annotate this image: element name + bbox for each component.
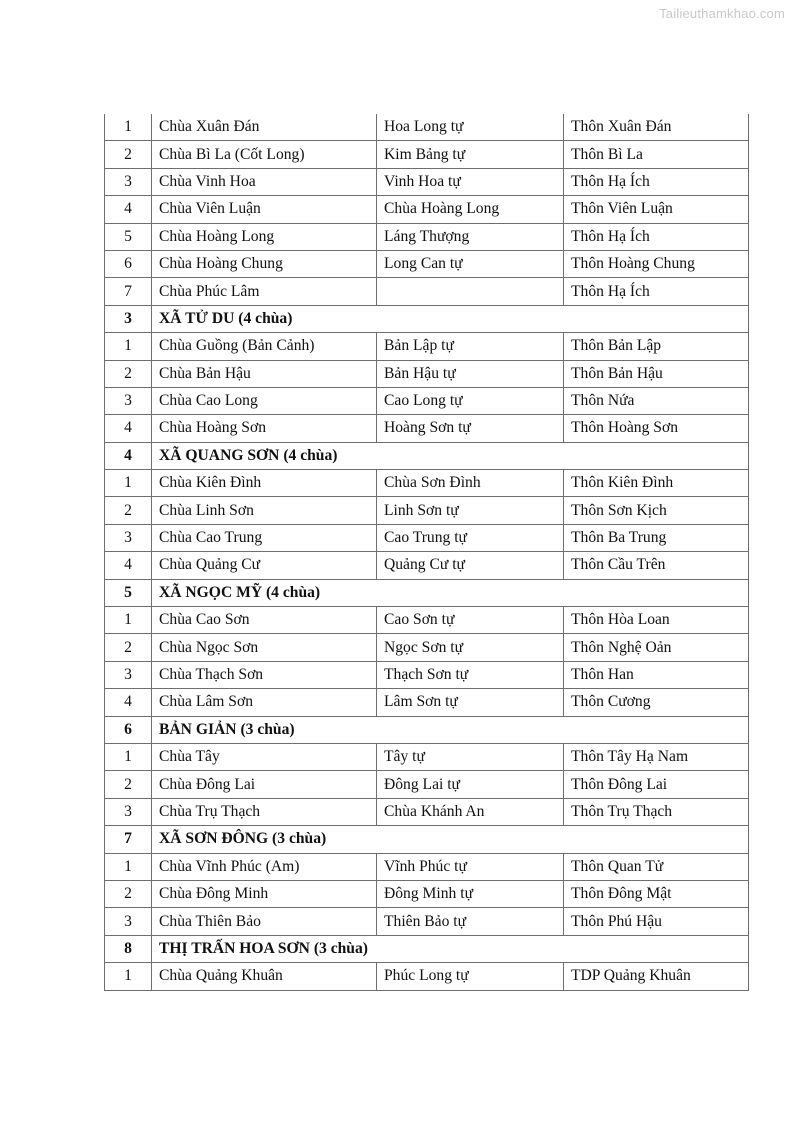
cell-location: Thôn Kiên Đình (564, 470, 749, 497)
table-row (105, 497, 749, 524)
cell-stt: 3 (105, 661, 152, 688)
section-number: 7 (105, 826, 152, 853)
cell-temple-name: Chùa Ngọc Sơn (152, 634, 377, 661)
cell-temple-name: Chùa Quảng Khuân (152, 963, 377, 990)
cell-sino-name: Cao Long tự (377, 387, 564, 414)
cell-location: Thôn Bản Lập (564, 333, 749, 360)
cell-location: Thôn Đông Mật (564, 880, 749, 907)
cell-stt: 3 (105, 524, 152, 551)
cell-sino-name: Chùa Sơn Đình (377, 470, 564, 497)
cell-stt: 1 (105, 470, 152, 497)
section-title: THỊ TRẤN HOA SƠN (3 chùa) (152, 935, 749, 962)
cell-stt: 2 (105, 497, 152, 524)
cell-temple-name: Chùa Quảng Cư (152, 552, 377, 579)
cell-temple-name: Chùa Đông Lai (152, 771, 377, 798)
table-row (105, 853, 749, 880)
table-row (105, 880, 749, 907)
cell-location: TDP Quảng Khuân (564, 963, 749, 990)
cell-stt: 6 (105, 250, 152, 277)
cell-sino-name: Vĩnh Phúc tự (377, 853, 564, 880)
section-title: XÃ SƠN ĐÔNG (3 chùa) (152, 826, 749, 853)
table-row (105, 250, 749, 277)
table-row (105, 963, 749, 990)
cell-location: Thôn Hòa Loan (564, 607, 749, 634)
temple-list-table-container (104, 114, 748, 991)
section-number: 6 (105, 716, 152, 743)
cell-sino-name: Cao Trung tự (377, 524, 564, 551)
cell-temple-name: Chùa Hoàng Chung (152, 250, 377, 277)
cell-temple-name: Chùa Phúc Lâm (152, 278, 377, 305)
table-row (105, 908, 749, 935)
table-row (105, 689, 749, 716)
cell-stt: 4 (105, 552, 152, 579)
section-number: 5 (105, 579, 152, 606)
table-row (105, 634, 749, 661)
section-number: 3 (105, 305, 152, 332)
cell-temple-name: Chùa Bì La (Cốt Long) (152, 141, 377, 168)
cell-temple-name: Chùa Cao Sơn (152, 607, 377, 634)
section-header-row (105, 579, 749, 606)
cell-stt: 3 (105, 798, 152, 825)
cell-stt: 2 (105, 360, 152, 387)
cell-location: Thôn Nứa (564, 387, 749, 414)
cell-sino-name: Tây tự (377, 743, 564, 770)
cell-temple-name: Chùa Vinh Hoa (152, 168, 377, 195)
section-number: 4 (105, 442, 152, 469)
cell-stt: 2 (105, 880, 152, 907)
table-row (105, 141, 749, 168)
table-row (105, 114, 749, 141)
cell-temple-name: Chùa Tây (152, 743, 377, 770)
cell-location: Thôn Phú Hậu (564, 908, 749, 935)
cell-location: Thôn Cầu Trên (564, 552, 749, 579)
cell-location: Thôn Tây Hạ Nam (564, 743, 749, 770)
cell-location: Thôn Bản Hậu (564, 360, 749, 387)
cell-temple-name: Chùa Cao Trung (152, 524, 377, 551)
cell-sino-name (377, 278, 564, 305)
cell-sino-name: Ngọc Sơn tự (377, 634, 564, 661)
cell-sino-name: Đông Minh tự (377, 880, 564, 907)
cell-temple-name: Chùa Cao Long (152, 387, 377, 414)
cell-stt: 1 (105, 963, 152, 990)
cell-sino-name: Cao Sơn tự (377, 607, 564, 634)
cell-stt: 1 (105, 743, 152, 770)
cell-location: Thôn Hạ Ích (564, 278, 749, 305)
section-header-row (105, 442, 749, 469)
cell-sino-name: Phúc Long tự (377, 963, 564, 990)
table-row (105, 552, 749, 579)
table-row (105, 223, 749, 250)
cell-temple-name: Chùa Hoàng Sơn (152, 415, 377, 442)
table-row (105, 333, 749, 360)
table-row (105, 196, 749, 223)
cell-sino-name: Láng Thượng (377, 223, 564, 250)
cell-sino-name: Vinh Hoa tự (377, 168, 564, 195)
table-body (105, 114, 749, 990)
table-row (105, 278, 749, 305)
cell-location: Thôn Hạ Ích (564, 223, 749, 250)
cell-sino-name: Lâm Sơn tự (377, 689, 564, 716)
cell-stt: 1 (105, 333, 152, 360)
cell-temple-name: Chùa Xuân Đán (152, 114, 377, 141)
cell-sino-name: Long Can tự (377, 250, 564, 277)
cell-temple-name: Chùa Đông Minh (152, 880, 377, 907)
cell-sino-name: Bản Lập tự (377, 333, 564, 360)
cell-stt: 1 (105, 607, 152, 634)
cell-sino-name: Linh Sơn tự (377, 497, 564, 524)
table-row (105, 743, 749, 770)
table-row (105, 470, 749, 497)
section-header-row (105, 826, 749, 853)
cell-sino-name: Chùa Khánh An (377, 798, 564, 825)
cell-location: Thôn Quan Tử (564, 853, 749, 880)
cell-stt: 4 (105, 689, 152, 716)
table-row (105, 607, 749, 634)
cell-stt: 7 (105, 278, 152, 305)
cell-stt: 2 (105, 771, 152, 798)
table-row (105, 771, 749, 798)
cell-location: Thôn Viên Luận (564, 196, 749, 223)
cell-location: Thôn Xuân Đán (564, 114, 749, 141)
section-title: BẢN GIẢN (3 chùa) (152, 716, 749, 743)
cell-temple-name: Chùa Viên Luận (152, 196, 377, 223)
cell-stt: 3 (105, 168, 152, 195)
cell-temple-name: Chùa Kiên Đình (152, 470, 377, 497)
cell-temple-name: Chùa Guồng (Bản Cảnh) (152, 333, 377, 360)
cell-stt: 3 (105, 387, 152, 414)
cell-sino-name: Thạch Sơn tự (377, 661, 564, 688)
cell-sino-name: Đông Lai tự (377, 771, 564, 798)
cell-stt: 2 (105, 141, 152, 168)
cell-location: Thôn Cương (564, 689, 749, 716)
section-title: XÃ QUANG SƠN (4 chùa) (152, 442, 749, 469)
cell-stt: 4 (105, 415, 152, 442)
table-row (105, 360, 749, 387)
table-row (105, 661, 749, 688)
section-header-row (105, 935, 749, 962)
cell-temple-name: Chùa Linh Sơn (152, 497, 377, 524)
cell-sino-name: Hoàng Sơn tự (377, 415, 564, 442)
cell-sino-name: Chùa Hoàng Long (377, 196, 564, 223)
cell-temple-name: Chùa Hoàng Long (152, 223, 377, 250)
cell-location: Thôn Sơn Kịch (564, 497, 749, 524)
cell-temple-name: Chùa Lâm Sơn (152, 689, 377, 716)
table-row (105, 524, 749, 551)
table-row (105, 798, 749, 825)
cell-sino-name: Thiên Bảo tự (377, 908, 564, 935)
cell-stt: 1 (105, 853, 152, 880)
cell-location: Thôn Nghệ Oản (564, 634, 749, 661)
table-row (105, 415, 749, 442)
temple-list-table (104, 114, 749, 991)
table-row (105, 387, 749, 414)
cell-sino-name: Quảng Cư tự (377, 552, 564, 579)
section-title: XÃ TỬ DU (4 chùa) (152, 305, 749, 332)
cell-stt: 4 (105, 196, 152, 223)
cell-location: Thôn Ba Trung (564, 524, 749, 551)
cell-temple-name: Chùa Vĩnh Phúc (Am) (152, 853, 377, 880)
section-title: XÃ NGỌC MỸ (4 chùa) (152, 579, 749, 606)
cell-stt: 1 (105, 114, 152, 141)
cell-location: Thôn Hoàng Sơn (564, 415, 749, 442)
table-row (105, 168, 749, 195)
cell-location: Thôn Hoàng Chung (564, 250, 749, 277)
cell-sino-name: Kim Bảng tự (377, 141, 564, 168)
cell-temple-name: Chùa Bản Hậu (152, 360, 377, 387)
section-header-row (105, 716, 749, 743)
cell-temple-name: Chùa Trụ Thạch (152, 798, 377, 825)
cell-location: Thôn Hạ Ích (564, 168, 749, 195)
cell-location: Thôn Han (564, 661, 749, 688)
cell-sino-name: Hoa Long tự (377, 114, 564, 141)
cell-sino-name: Bản Hậu tự (377, 360, 564, 387)
watermark: Tailieuthamkhao.com (659, 6, 785, 21)
cell-temple-name: Chùa Thạch Sơn (152, 661, 377, 688)
cell-location: Thôn Đông Lai (564, 771, 749, 798)
section-header-row (105, 305, 749, 332)
cell-stt: 2 (105, 634, 152, 661)
cell-temple-name: Chùa Thiên Bảo (152, 908, 377, 935)
cell-location: Thôn Bì La (564, 141, 749, 168)
cell-location: Thôn Trụ Thạch (564, 798, 749, 825)
cell-stt: 3 (105, 908, 152, 935)
cell-stt: 5 (105, 223, 152, 250)
section-number: 8 (105, 935, 152, 962)
